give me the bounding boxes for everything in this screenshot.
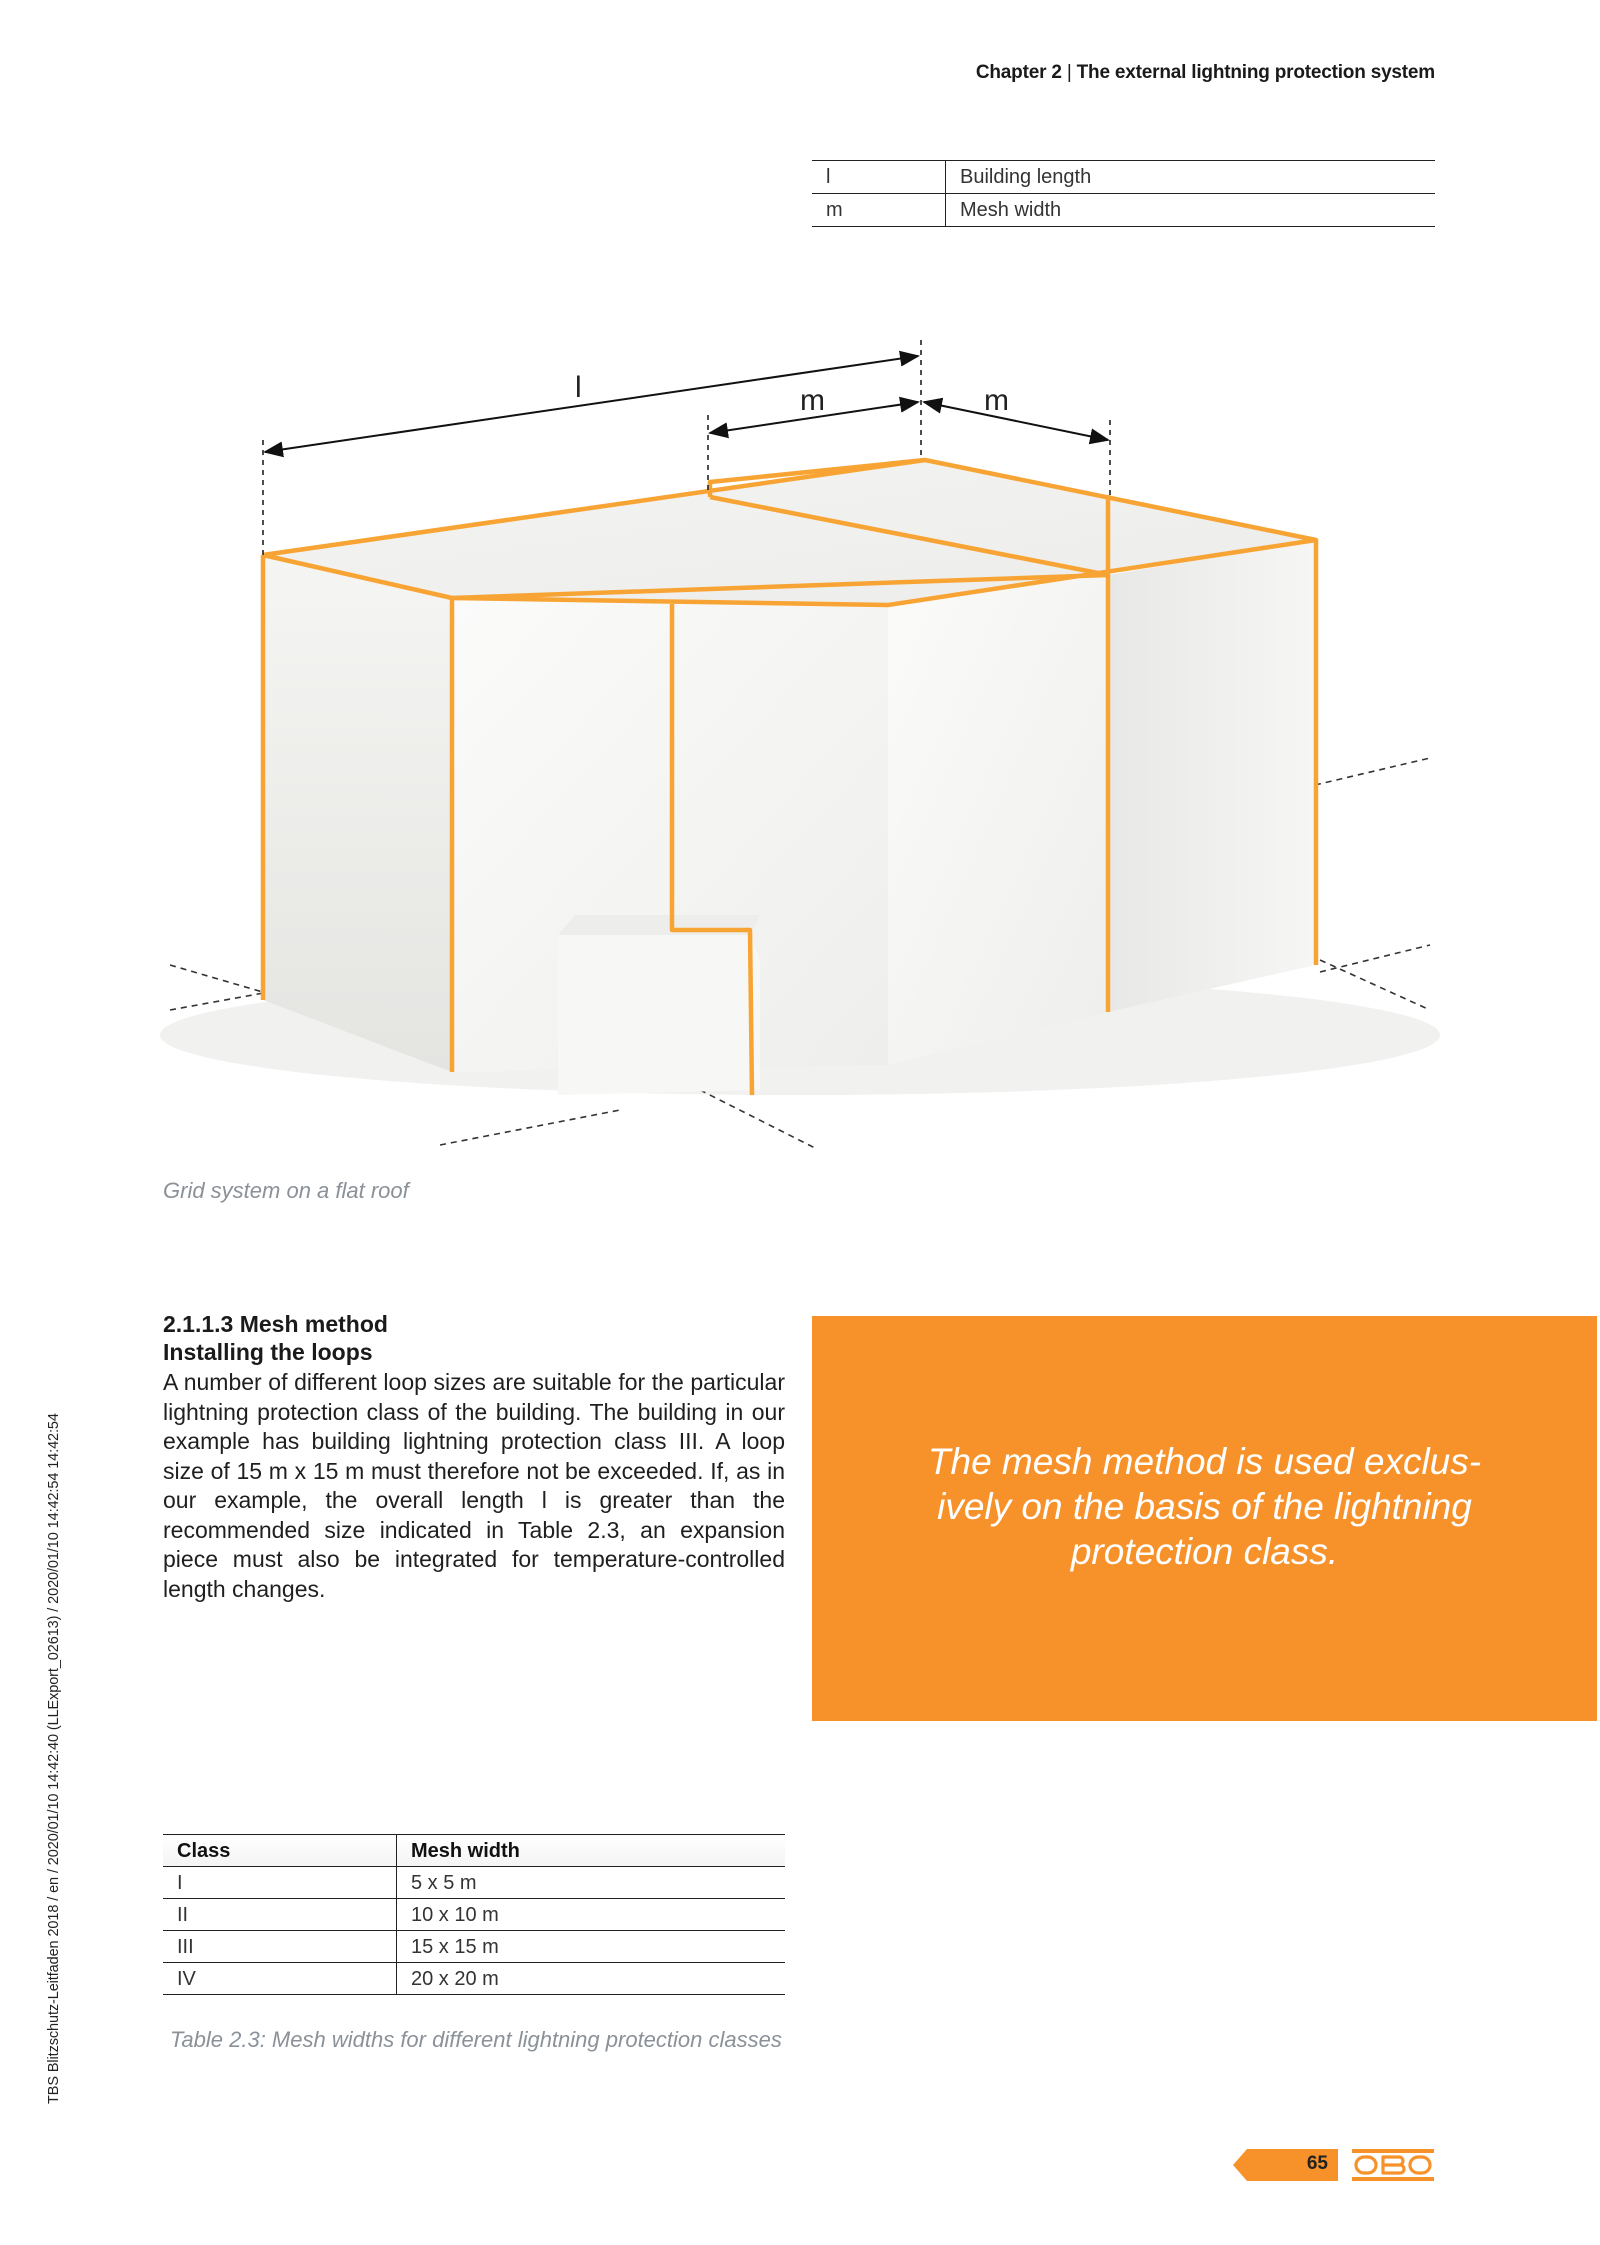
column-header-mesh-width: Mesh width (397, 1835, 786, 1867)
table-row (163, 1963, 785, 1995)
class-cell: II (163, 1899, 397, 1931)
legend-row (812, 194, 1435, 227)
table-row (163, 1867, 785, 1899)
right-wall (1108, 540, 1316, 1012)
table-header-row (163, 1835, 785, 1867)
building-mesh-illustration (150, 330, 1450, 1160)
mesh-width-table (163, 1834, 785, 1995)
table-row (163, 1931, 785, 1963)
mesh-method-section (163, 1310, 785, 1604)
column-header-class: Class (163, 1835, 397, 1867)
mesh-width-label-a: m (800, 384, 825, 417)
length-label: l (575, 371, 582, 404)
annex-box-front (558, 935, 760, 1095)
mesh-width-cell: 10 x 10 m (397, 1899, 786, 1931)
legend-symbol: m (812, 194, 946, 227)
obo-logo (1352, 2149, 1434, 2181)
chapter-title: The external lightning protection system (1076, 62, 1435, 83)
section-heading: 2.1.1.3 Mesh method (163, 1311, 388, 1337)
section-subheading: Installing the loops (163, 1339, 373, 1365)
mesh-width-cell: 5 x 5 m (397, 1867, 786, 1899)
left-wall (263, 555, 452, 1072)
table-caption: Table 2.3: Mesh widths for different lightning protection classes (170, 2027, 782, 2052)
class-cell: III (163, 1931, 397, 1963)
chapter-separator: | (1066, 62, 1072, 83)
mesh-width-cell: 15 x 15 m (397, 1931, 786, 1963)
figure-caption: Grid system on a flat roof (163, 1178, 409, 1203)
dimension-arrows (265, 356, 1108, 452)
class-cell: I (163, 1867, 397, 1899)
mesh-width-cell: 20 x 20 m (397, 1963, 786, 1995)
legend-symbol: l (812, 161, 946, 194)
side-stamp: TBS Blitzschutz-Leitfaden 2018 / en / 2020/01/10 14:42:40 (LLExport_02613) / 2020/01/10 14:42:54 14:42:54 (46, 1413, 62, 2104)
page-number: 65 (1306, 2153, 1328, 2174)
table-row (163, 1899, 785, 1931)
legend-meaning: Mesh width (946, 194, 1436, 227)
highlight-quote-text: The mesh method is used exclusively on the basis of the lightning protection class. (927, 1441, 1482, 1572)
chapter-header (900, 62, 1435, 84)
front-right-wall (888, 575, 1108, 1065)
section-body: A number of different loop sizes are suitable for the particular lightning protection class of the building. The building in our example has building lightning protection class III. A loop size of 15 m x 15 m must therefore not be exceeded. If, as in our example, the overall length l is greater than the recommended size indicated in Table 2.3, an expansion piece must also be integrated for temperature-controlled length changes. (163, 1369, 785, 1602)
highlight-quote-box (812, 1316, 1597, 1721)
legend-meaning: Building length (946, 161, 1436, 194)
legend-table (812, 160, 1435, 227)
mesh-width-label-b: m (984, 384, 1009, 417)
legend-row (812, 161, 1435, 194)
chapter-number: Chapter 2 (975, 62, 1062, 83)
class-cell: IV (163, 1963, 397, 1995)
